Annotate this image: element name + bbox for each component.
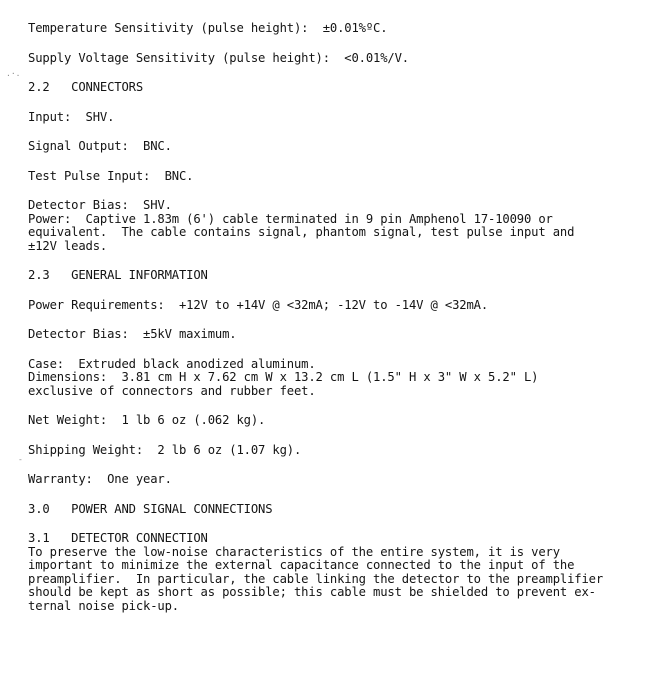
paragraph-detector-connection: To preserve the low-noise characteristics of the entire system, it is very important to minimize the external capacitance connected to the input of the preamplifier. In particular, the cable linking the detector to the preamplifier should be kept as short as possible; this cable must be shielded to prevent ex- ternal noise pick-up. bbox=[28, 544, 603, 613]
spec-net-weight: Net Weight: 1 lb 6 oz (.062 kg). bbox=[28, 413, 266, 427]
spec-warranty: Warranty: One year. bbox=[28, 472, 172, 486]
section-heading-general-information: 2.3 GENERAL INFORMATION bbox=[28, 268, 208, 282]
spec-input-connector: Input: SHV. bbox=[28, 109, 115, 124]
spec-temperature-sensitivity: Temperature Sensitivity (pulse height): ±0.01%ºC. bbox=[28, 21, 388, 35]
spec-shipping-weight: Shipping Weight: 2 lb 6 oz (1.07 kg). bbox=[28, 442, 302, 457]
spec-test-pulse-input-connector: Test Pulse Input: BNC. bbox=[28, 168, 194, 183]
document-page bbox=[28, 22, 658, 613]
spec-signal-output-connector: Signal Output: BNC. bbox=[28, 139, 172, 153]
spec-power-cable: Power: Captive 1.83m (6') cable terminated in 9 pin Amphenol 17-10090 or equivalent. The cable contains signal, phantom signal, test pulse input and ±12V leads. bbox=[28, 211, 575, 253]
spec-detector-bias-maximum: Detector Bias: ±5kV maximum. bbox=[28, 327, 237, 341]
scan-speck-top: .·. bbox=[6, 69, 21, 78]
spec-supply-voltage-sensitivity: Supply Voltage Sensitivity (pulse height): <0.01%/V. bbox=[28, 50, 409, 65]
section-heading-detector-connection: 3.1 DETECTOR CONNECTION bbox=[28, 531, 208, 545]
section-heading-power-and-signal-connections: 3.0 POWER AND SIGNAL CONNECTIONS bbox=[28, 501, 273, 516]
spec-detector-bias-connector: Detector Bias: SHV. bbox=[28, 198, 172, 212]
spec-case: Case: Extruded black anodized aluminum. bbox=[28, 356, 316, 371]
spec-dimensions: Dimensions: 3.81 cm H x 7.62 cm W x 13.2 cm L (1.5" H x 3" W x 5.2" L) exclusive of connectors and rubber feet. bbox=[28, 370, 539, 398]
scan-speck-mid: - bbox=[18, 455, 23, 464]
section-heading-connectors: 2.2 CONNECTORS bbox=[28, 80, 143, 94]
spec-power-requirements: Power Requirements: +12V to +14V @ <32mA; -12V to -14V @ <32mA. bbox=[28, 297, 488, 312]
